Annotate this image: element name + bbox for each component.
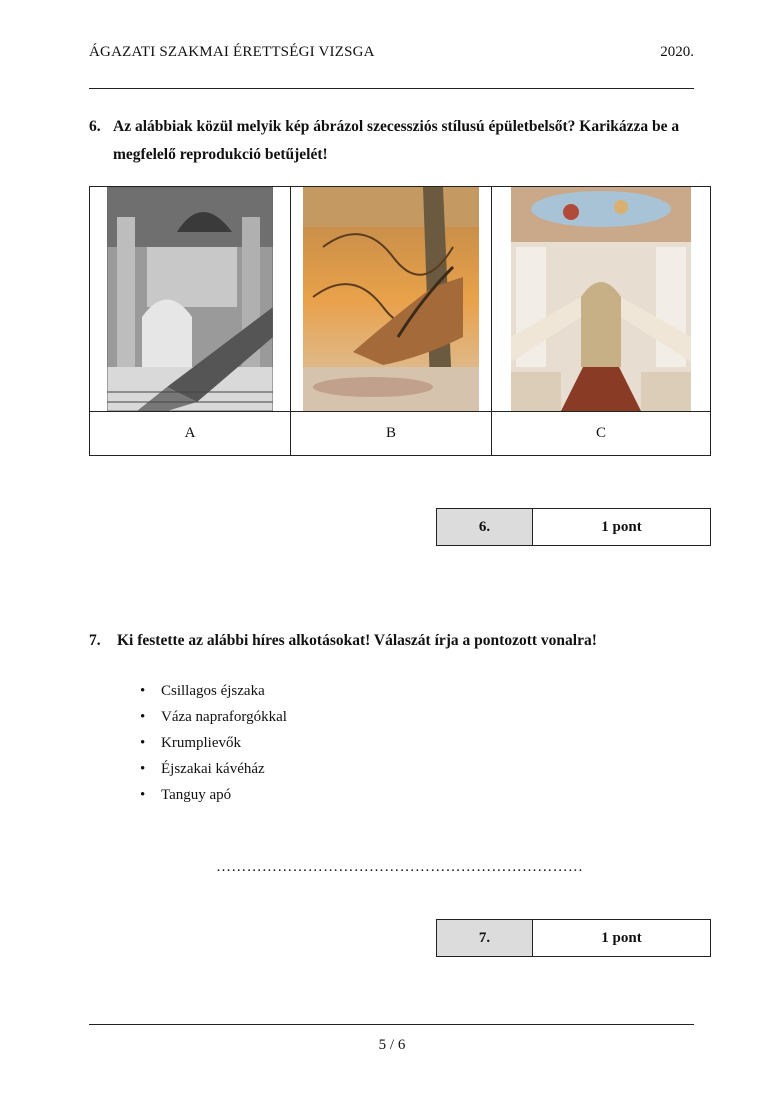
image-label-c[interactable]: C [492, 412, 711, 456]
question-7-number: 7. [89, 632, 101, 649]
image-label-a[interactable]: A [90, 412, 291, 456]
image-table [89, 186, 711, 456]
exam-title: ÁGAZATI SZAKMAI ÉRETTSÉGI VIZSGA [89, 44, 375, 60]
list-item: • Váza napraforgókkal [136, 704, 287, 730]
list-item: • Krumplievők [136, 730, 287, 756]
list-item: • Éjszakai kávéház [136, 756, 287, 782]
image-cell-c [492, 187, 711, 412]
footer-rule [89, 1024, 694, 1025]
question-7-text: Ki festette az alábbi híres alkotásokat! Válaszát írja a pontozott vonalra! [117, 632, 597, 649]
painting-list [136, 678, 287, 808]
question-7 [89, 627, 709, 655]
list-item: • Csillagos éjszaka [136, 678, 287, 704]
question-6-number: 6. [89, 118, 101, 135]
score-box-6 [436, 508, 711, 546]
image-c-baroque-hall[interactable] [511, 187, 691, 411]
list-item: • Tanguy apó [136, 782, 287, 808]
question-6-text-line1: Az alábbiak közül melyik kép ábrázol szecessziós stílusú épületbelsőt? Karikázza be a [113, 118, 680, 135]
header-rule [89, 88, 694, 89]
image-cell-b [291, 187, 492, 412]
score-box-6-number: 6. [437, 509, 533, 546]
question-6-text-line2: megfelelő reprodukció betűjelét! [113, 146, 328, 163]
image-label-b[interactable]: B [291, 412, 492, 456]
page-number: 5 / 6 [378, 1037, 406, 1053]
image-b-art-nouveau-staircase[interactable] [303, 187, 479, 411]
score-box-7 [436, 919, 711, 957]
score-box-7-number: 7. [437, 920, 533, 957]
answer-line[interactable]: ……………………………………………………………… [216, 859, 584, 875]
score-box-7-points: 1 pont [533, 920, 711, 957]
exam-year: 2020. [660, 44, 694, 60]
image-a-baroque-staircase-bw[interactable] [107, 187, 273, 411]
image-cell-a [90, 187, 291, 412]
score-box-6-points: 1 pont [533, 509, 711, 546]
question-6 [89, 113, 709, 169]
